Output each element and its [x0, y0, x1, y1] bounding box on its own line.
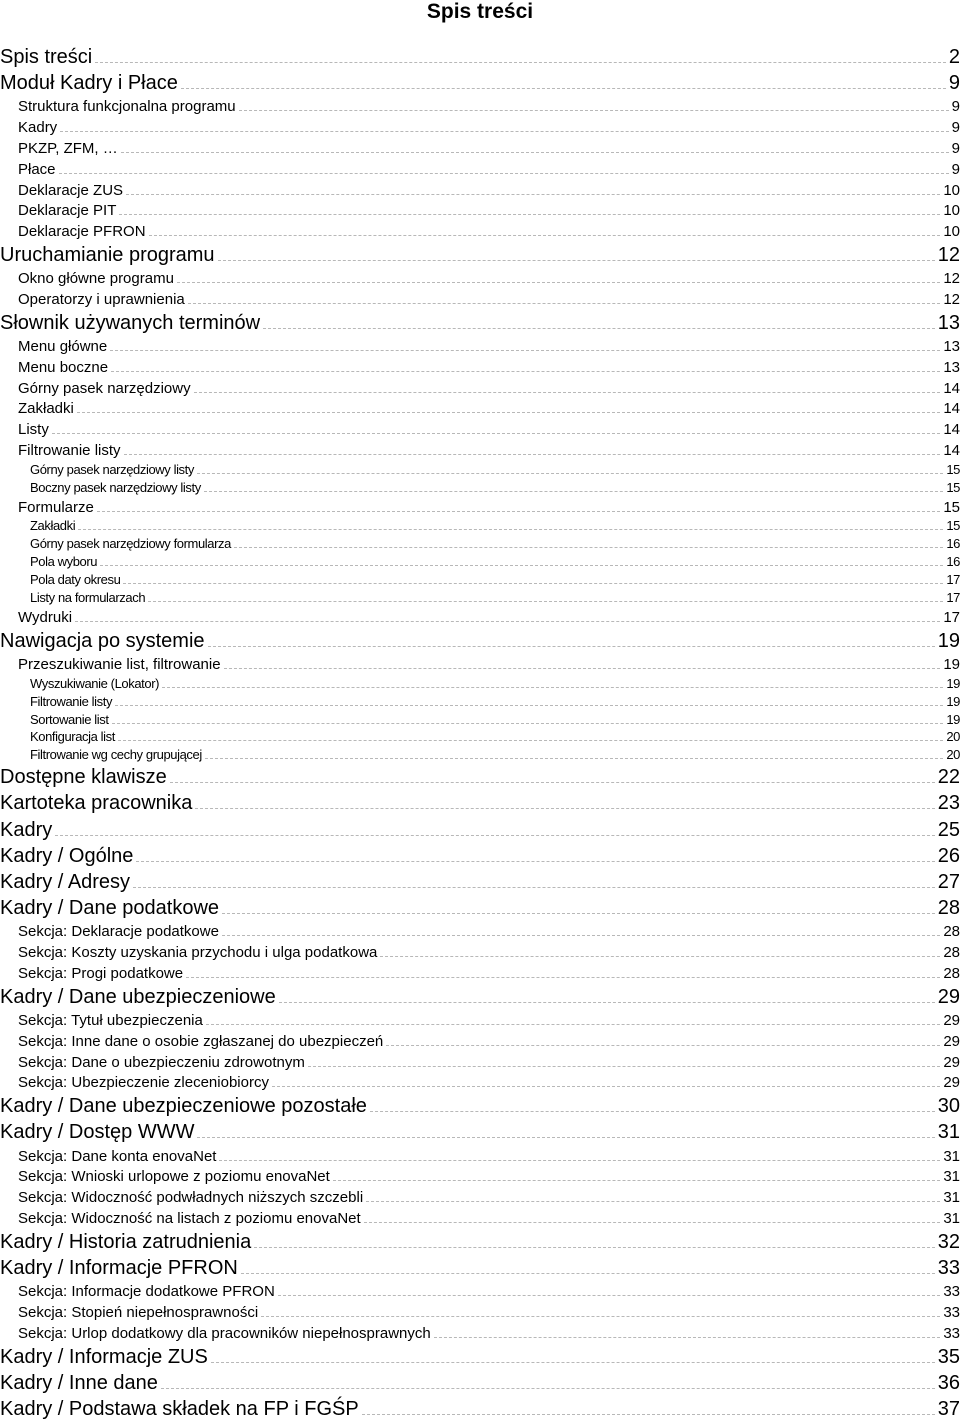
toc-entry-title: Sekcja: Wnioski urlopowe z poziomu enovaNet: [18, 1166, 333, 1187]
toc-entry[interactable]: [0, 984, 960, 1010]
toc-leader: [75, 620, 940, 622]
toc-entry-title: Menu główne: [18, 336, 110, 357]
toc-entry-page: 30: [937, 1095, 960, 1118]
toc-leader: [366, 1200, 940, 1202]
toc-entry[interactable]: [0, 1146, 960, 1167]
toc-entry-title: Sekcja: Progi podatkowe: [18, 963, 186, 984]
toc-entry[interactable]: [0, 895, 960, 921]
toc-entry[interactable]: [0, 440, 960, 461]
toc-leader: [362, 1413, 935, 1415]
toc-leader: [100, 564, 943, 566]
toc-leader: [112, 722, 944, 724]
toc-entry-page: 23: [937, 792, 960, 815]
toc-leader: [121, 151, 949, 153]
toc-leader: [204, 490, 944, 492]
toc-leader: [188, 302, 941, 304]
toc-leader: [261, 1315, 940, 1317]
toc-entry[interactable]: [0, 1396, 960, 1422]
toc-entry-title: Przeszukiwanie list, filtrowanie: [18, 654, 224, 675]
toc-entry[interactable]: [0, 921, 960, 942]
toc-entry-page: 9: [948, 72, 960, 95]
toc-entry[interactable]: [0, 628, 960, 654]
toc-leader: [194, 391, 941, 393]
toc-entry[interactable]: [0, 200, 960, 221]
toc-entry-title: Pola wyboru: [30, 553, 100, 571]
toc-entry-page: 20: [946, 729, 960, 745]
toc-entry[interactable]: [0, 1093, 960, 1119]
toc-leader: [148, 600, 943, 602]
toc-entry-page: 33: [943, 1304, 960, 1321]
toc-entry[interactable]: [0, 461, 960, 479]
toc-entry-page: 33: [937, 1257, 960, 1279]
toc-leader: [222, 934, 940, 936]
toc-entry-page: 15: [946, 479, 960, 495]
toc-entry-title: Filtrowanie listy: [18, 440, 124, 461]
toc-leader: [272, 1085, 940, 1087]
toc-entry-title: Sekcja: Dane konta enovaNet: [18, 1146, 219, 1167]
toc-leader: [434, 1336, 941, 1338]
toc-entry-title: Płace: [18, 159, 59, 180]
toc-leader: [208, 645, 935, 647]
toc-entry-page: 28: [943, 965, 960, 982]
toc-leader: [254, 1246, 935, 1248]
toc-entry-title: Zakładki: [18, 398, 77, 419]
toc-entry[interactable]: [0, 517, 960, 535]
toc-entry-page: 31: [937, 1121, 960, 1144]
toc-leader: [218, 259, 935, 261]
toc-entry-page: 16: [946, 554, 960, 570]
toc-entry-title: Kadry / Dostęp WWW: [0, 1119, 197, 1145]
toc-entry-page: 9: [951, 119, 960, 137]
toc-entry[interactable]: [0, 242, 960, 268]
toc-leader: [97, 510, 940, 512]
toc-leader: [308, 1065, 940, 1067]
toc-entry[interactable]: [0, 1370, 960, 1396]
toc-entry[interactable]: [0, 711, 960, 729]
toc-entry-page: 36: [937, 1371, 960, 1394]
toc-entry-title: Kadry / Dane ubezpieczeniowe: [0, 984, 279, 1010]
toc-entry-title: Kadry / Podstawa składek na FP i FGŚP: [0, 1396, 362, 1422]
toc-entry-title: Sekcja: Deklaracje podatkowe: [18, 921, 222, 942]
toc-entry-page: 13: [937, 311, 960, 334]
toc-entry-page: 25: [937, 818, 960, 841]
toc-entry-title: Listy: [18, 419, 52, 440]
toc-entry[interactable]: [0, 817, 960, 843]
toc-leader: [234, 546, 943, 548]
toc-entry-page: 17: [943, 608, 960, 626]
toc-entry[interactable]: [0, 1052, 960, 1073]
toc-entry-page: 31: [943, 1189, 960, 1207]
toc-entry-page: 2: [948, 46, 960, 68]
toc-entry-page: 27: [937, 871, 960, 893]
toc-entry[interactable]: [0, 117, 960, 138]
toc-entry-title: Kadry: [18, 117, 60, 138]
toc-leader: [279, 1001, 935, 1003]
toc-entry-page: 29: [943, 1053, 960, 1071]
toc-entry-page: 19: [946, 711, 960, 727]
toc-entry-title: Okno główne programu: [18, 268, 177, 289]
toc-leader: [181, 87, 946, 89]
toc-entry-page: 28: [937, 897, 960, 920]
toc-entry[interactable]: [0, 138, 960, 159]
toc-entry-title: Górny pasek narzędziowy formularza: [30, 535, 234, 553]
toc-entry-title: Moduł Kadry i Płace: [0, 70, 181, 96]
toc-entry[interactable]: [0, 378, 960, 399]
toc-leader: [55, 834, 935, 836]
toc-entry-title: Kadry / Adresy: [0, 869, 133, 895]
toc-leader: [77, 411, 940, 413]
toc-entry-title: Wyszukiwanie (Lokator): [30, 675, 162, 693]
toc-entry[interactable]: [0, 268, 960, 289]
toc-entry-page: 31: [943, 1147, 960, 1165]
toc-leader: [170, 781, 935, 783]
toc-entry-page: 19: [937, 629, 960, 652]
toc-entry[interactable]: [0, 497, 960, 518]
toc-entry[interactable]: [0, 336, 960, 357]
toc-entry-title: Uruchamianie programu: [0, 242, 218, 268]
toc-entry[interactable]: [0, 942, 960, 963]
toc-entry-title: Spis treści: [0, 44, 95, 70]
toc-entry-title: Boczny pasek narzędziowy listy: [30, 479, 204, 497]
toc-entry-page: 37: [937, 1398, 960, 1420]
toc-entry[interactable]: [0, 44, 960, 70]
toc-entry[interactable]: [0, 1072, 960, 1093]
toc-entry-title: PKZP, ZFM, …: [18, 138, 121, 159]
toc-entry-title: Zakładki: [30, 517, 78, 535]
toc-entry-page: 19: [943, 655, 960, 673]
toc-entry[interactable]: [0, 289, 960, 310]
toc-leader: [52, 432, 940, 434]
toc-entry[interactable]: [0, 1344, 960, 1370]
toc-leader: [239, 109, 949, 111]
toc-leader: [123, 582, 943, 584]
toc-entry-page: 32: [937, 1230, 960, 1253]
toc-entry-page: 31: [943, 1210, 960, 1227]
toc-entry-title: Kadry / Dane podatkowe: [0, 895, 222, 921]
toc-entry-title: Formularze: [18, 497, 97, 518]
toc-entry-title: Górny pasek narzędziowy listy: [30, 461, 197, 479]
toc-entry[interactable]: [0, 654, 960, 675]
toc-entry-page: 31: [943, 1168, 960, 1186]
toc-leader: [119, 213, 940, 215]
toc-entry[interactable]: [0, 159, 960, 180]
toc-entry-title: Kartoteka pracownika: [0, 790, 195, 816]
toc-leader: [162, 686, 943, 688]
toc-entry-title: Wydruki: [18, 607, 75, 628]
toc-entry-title: Kadry / Informacje PFRON: [0, 1255, 241, 1281]
toc-entry-page: 15: [946, 518, 960, 534]
toc-entry[interactable]: [0, 357, 960, 378]
toc-entry-title: Deklaracje PFRON: [18, 221, 149, 242]
toc-entry-title: Sekcja: Ubezpieczenie zleceniobiorcy: [18, 1072, 272, 1093]
toc-entry-page: 13: [943, 338, 960, 355]
toc-entry[interactable]: [0, 419, 960, 440]
toc-entry[interactable]: [0, 764, 960, 790]
toc-entry-title: Kadry / Dane ubezpieczeniowe pozostałe: [0, 1093, 370, 1119]
toc-entry-title: Sortowanie list: [30, 711, 112, 729]
toc-leader: [115, 704, 943, 706]
toc-leader: [78, 528, 943, 530]
toc-entry-page: 29: [943, 1032, 960, 1050]
toc-leader: [95, 61, 946, 63]
toc-entry-page: 29: [937, 985, 960, 1008]
toc-entry[interactable]: [0, 589, 960, 607]
toc-entry[interactable]: [0, 1031, 960, 1052]
toc-entry-page: 35: [937, 1345, 960, 1368]
toc-leader: [206, 1023, 940, 1025]
toc-entry[interactable]: [0, 693, 960, 711]
toc-entry-page: 19: [946, 693, 960, 709]
toc-leader: [124, 453, 941, 455]
toc-entry[interactable]: [0, 571, 960, 589]
toc-entry-title: Sekcja: Tytuł ubezpieczenia: [18, 1010, 206, 1031]
toc-entry[interactable]: [0, 675, 960, 693]
toc-entry[interactable]: [0, 869, 960, 895]
toc-entry-page: 28: [943, 923, 960, 941]
toc-leader: [111, 370, 940, 372]
toc-entry-page: 19: [946, 675, 960, 691]
toc-entry[interactable]: [0, 553, 960, 571]
toc-entry[interactable]: [0, 180, 960, 201]
toc-entry-title: Kadry / Informacje ZUS: [0, 1344, 211, 1370]
toc-entry[interactable]: [0, 790, 960, 816]
toc-leader: [211, 1361, 935, 1363]
toc-entry-page: 10: [943, 181, 960, 199]
toc-leader: [177, 281, 940, 283]
toc-entry[interactable]: [0, 1302, 960, 1323]
toc-entry[interactable]: [0, 96, 960, 117]
toc-entry[interactable]: [0, 1119, 960, 1145]
toc-entry-page: 14: [943, 400, 960, 418]
toc-leader: [118, 739, 943, 741]
toc-entry[interactable]: [0, 1281, 960, 1302]
toc-entry-title: Filtrowanie wg cechy grupującej: [30, 746, 205, 764]
toc-leader: [133, 886, 935, 888]
toc-entry-page: 26: [937, 844, 960, 867]
toc-entry-title: Słownik używanych terminów: [0, 310, 263, 336]
toc-entry-page: 14: [943, 379, 960, 397]
toc-entry-page: 9: [951, 160, 960, 178]
toc-entry-page: 10: [943, 223, 960, 241]
toc-entry-page: 15: [946, 461, 960, 477]
toc-entry-title: Operatorzy i uprawnienia: [18, 289, 188, 310]
toc-entry-page: 10: [943, 202, 960, 220]
toc-leader: [241, 1272, 935, 1274]
toc-entry-page: 16: [946, 536, 960, 552]
toc-entry-title: Filtrowanie listy: [30, 693, 115, 711]
toc-entry-title: Struktura funkcjonalna programu: [18, 96, 239, 117]
toc-entry[interactable]: [0, 479, 960, 497]
toc-entry[interactable]: [0, 1187, 960, 1208]
toc-entry-title: Deklaracje ZUS: [18, 180, 126, 201]
toc-entry-page: 12: [943, 270, 960, 288]
toc-entry-page: 14: [943, 442, 960, 459]
toc-leader: [364, 1221, 941, 1223]
toc-entry-title: Górny pasek narzędziowy: [18, 378, 194, 399]
page-title: Spis treści: [426, 0, 534, 23]
toc-entry[interactable]: [0, 1010, 960, 1031]
toc-entry-page: 17: [946, 572, 960, 588]
toc-entry[interactable]: [0, 963, 960, 984]
toc-leader: [161, 1387, 935, 1389]
toc-entry-page: 22: [937, 766, 960, 789]
toc-entry[interactable]: [0, 1323, 960, 1344]
toc-entry-title: Deklaracje PIT: [18, 200, 119, 221]
toc-entry-title: Kadry: [0, 817, 55, 843]
toc-entry-page: 15: [943, 498, 960, 516]
toc-leader: [195, 807, 934, 809]
toc-entry-page: 12: [937, 244, 960, 266]
toc-entry-title: Sekcja: Informacje dodatkowe PFRON: [18, 1281, 278, 1302]
toc-entry-page: 14: [943, 421, 960, 439]
toc-leader: [386, 1044, 940, 1046]
toc-leader: [219, 1159, 940, 1161]
toc-entry[interactable]: [0, 1255, 960, 1281]
toc-entry-page: 9: [951, 140, 960, 157]
toc-entry[interactable]: [0, 310, 960, 336]
toc-entry[interactable]: [0, 221, 960, 242]
toc-leader: [278, 1294, 941, 1296]
toc-entry-title: Sekcja: Dane o ubezpieczeniu zdrowotnym: [18, 1052, 308, 1073]
toc-entry-title: Konfiguracja list: [30, 728, 118, 746]
toc-leader: [60, 130, 948, 132]
toc-leader: [126, 193, 940, 195]
toc-entry[interactable]: [0, 843, 960, 869]
toc-entry-title: Sekcja: Widoczność podwładnych niższych szczebli: [18, 1187, 366, 1208]
toc-entry-title: Nawigacja po systemie: [0, 628, 208, 654]
toc-leader: [222, 912, 935, 914]
toc-leader: [149, 234, 941, 236]
toc-leader: [186, 976, 940, 978]
toc-entry-title: Menu boczne: [18, 357, 111, 378]
toc-entry-page: 29: [943, 1012, 960, 1029]
toc-entry-page: 9: [951, 98, 960, 116]
toc-leader: [380, 955, 940, 957]
toc-entry[interactable]: [0, 1229, 960, 1255]
toc-entry[interactable]: [0, 1208, 960, 1229]
toc-entry-title: Sekcja: Koszty uzyskania przychodu i ulga podatkowa: [18, 942, 380, 963]
toc-entry-title: Sekcja: Urlop dodatkowy dla pracowników niepełnosprawnych: [18, 1323, 434, 1344]
toc-leader: [205, 757, 943, 759]
toc-entry[interactable]: [0, 728, 960, 746]
toc-entry-page: 20: [946, 747, 960, 763]
toc-leader: [136, 860, 934, 862]
toc-leader: [197, 1136, 934, 1138]
toc-entry-title: Sekcja: Stopień niepełnosprawności: [18, 1302, 261, 1323]
toc-entry[interactable]: [0, 607, 960, 628]
toc-entry-page: 33: [943, 1324, 960, 1342]
toc-entry-title: Kadry / Ogólne: [0, 843, 136, 869]
toc-leader: [370, 1110, 935, 1112]
toc-entry-title: Sekcja: Inne dane o osobie zgłaszanej do ubezpieczeń: [18, 1031, 386, 1052]
toc-entry[interactable]: [0, 70, 960, 96]
toc-entry-page: 12: [943, 291, 960, 308]
toc-leader: [197, 472, 943, 474]
toc-entry[interactable]: [0, 535, 960, 553]
toc-entry-title: Kadry / Historia zatrudnienia: [0, 1229, 254, 1255]
toc-leader: [263, 327, 935, 329]
toc-entry-title: Pola daty okresu: [30, 571, 123, 589]
toc-entry-title: Kadry / Inne dane: [0, 1370, 161, 1396]
toc-leader: [59, 172, 949, 174]
toc-entry-page: 28: [943, 944, 960, 962]
toc-entry-title: Listy na formularzach: [30, 589, 148, 607]
toc-entry[interactable]: [0, 746, 960, 764]
toc-entry[interactable]: [0, 398, 960, 419]
toc-entry-page: 33: [943, 1283, 960, 1301]
toc-entry-page: 17: [946, 590, 960, 605]
toc-entry-page: 29: [943, 1074, 960, 1092]
toc-leader: [110, 349, 940, 351]
toc-entry[interactable]: [0, 1166, 960, 1187]
toc-entry-page: 13: [943, 358, 960, 376]
toc-leader: [224, 667, 941, 669]
toc-leader: [333, 1179, 940, 1181]
toc-entry-title: Dostępne klawisze: [0, 764, 170, 790]
toc-entry-title: Sekcja: Widoczność na listach z poziomu enovaNet: [18, 1208, 364, 1229]
